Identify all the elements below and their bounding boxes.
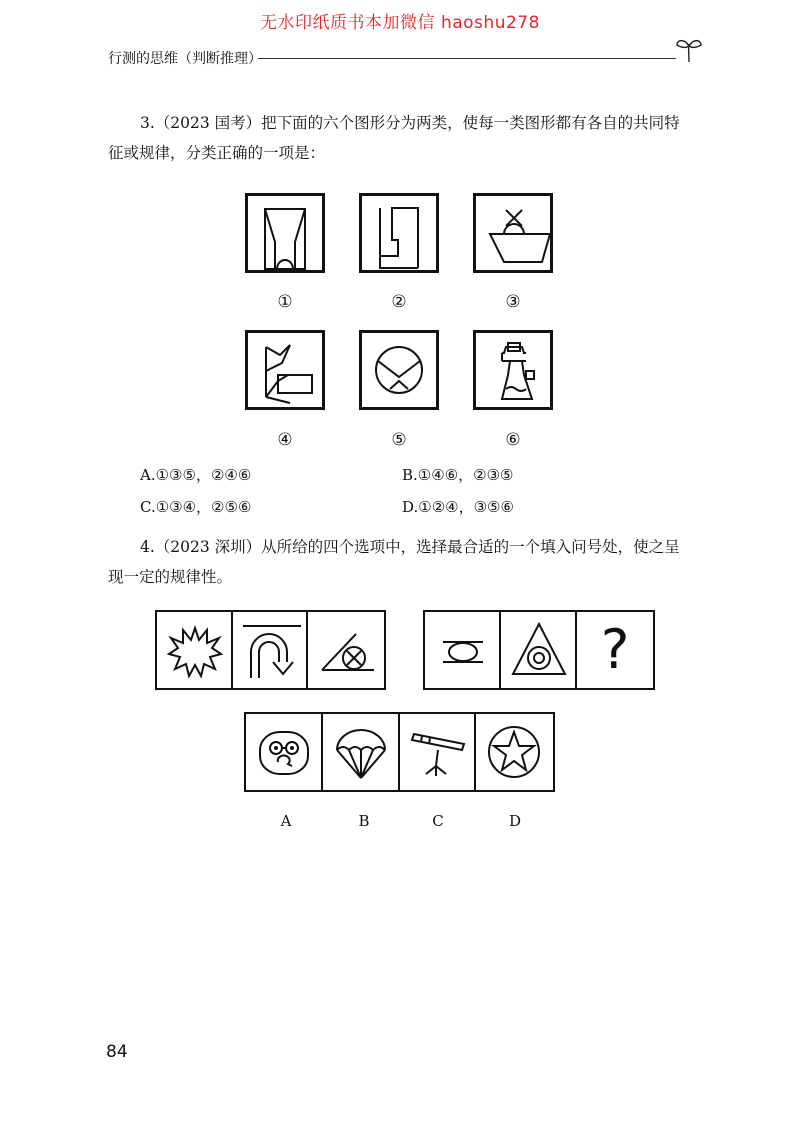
question-4-line-2: 现一定的规律性。 (108, 568, 233, 586)
strip-2-cell-triangle-rings (501, 612, 577, 688)
strip-1-cell-triangle-circle (308, 612, 384, 688)
option-a-text: ①③⑤，②④⑥ (155, 466, 252, 484)
question-4-text (108, 532, 708, 592)
answer-b-parachute[interactable] (323, 714, 400, 790)
figure-5-label: ⑤ (391, 430, 407, 450)
option-b-key: B. (402, 466, 418, 484)
answer-d-star-circle[interactable] (476, 714, 553, 790)
strip-1-cell-burst (157, 612, 233, 688)
sprout-icon (674, 36, 704, 64)
option-d[interactable] (402, 496, 514, 517)
strip-1-cell-uturn-arrow (233, 612, 309, 688)
answer-a-face[interactable] (246, 714, 323, 790)
question-3-text (108, 108, 708, 168)
answer-d-label: D (508, 812, 522, 830)
question-3-line-2: 征或规律，分类正确的一项是： (108, 144, 326, 162)
answer-c-telescope[interactable] (400, 714, 477, 790)
option-a-key: A. (140, 466, 156, 484)
option-d-text: ①②④，③⑤⑥ (418, 498, 514, 516)
figure-2 (359, 193, 439, 273)
question-3-line-1: 3.（2023 国考）把下面的六个图形分为两类，使每一类图形都有各自的共同特 (140, 114, 680, 132)
strip-2-cell-question[interactable] (577, 612, 653, 688)
figure-3 (473, 193, 553, 273)
answer-a-label: A (280, 812, 292, 830)
figure-1-label: ① (277, 292, 293, 312)
option-d-key: D. (402, 498, 419, 516)
header-rule (258, 58, 676, 59)
figure-2-label: ② (391, 292, 407, 312)
option-b[interactable] (402, 464, 513, 485)
sequence-strip-2 (423, 610, 655, 690)
figure-3-label: ③ (505, 292, 521, 312)
answer-b-label: B (358, 812, 370, 830)
figure-4-label: ④ (277, 430, 293, 450)
figure-6-label: ⑥ (505, 430, 521, 450)
running-header-title: 行测的思维（判断推理） (108, 51, 262, 67)
answer-c-label: C (432, 812, 444, 830)
figure-5 (359, 330, 439, 410)
strip-2-cell-ellipse (425, 612, 501, 688)
watermark-text: 无水印纸质书本加微信 haoshu278 (260, 13, 540, 33)
question-4-line-1: 4.（2023 深圳）从所给的四个选项中，选择最合适的一个填入问号处，使之呈 (140, 538, 680, 556)
option-a[interactable] (140, 464, 251, 485)
sequence-strip-1 (155, 610, 386, 690)
answer-strip (244, 712, 555, 792)
figure-4 (245, 330, 325, 410)
figure-6 (473, 330, 553, 410)
figure-1 (245, 193, 325, 273)
question-mark: ? (600, 618, 630, 681)
option-c-text: ①③④，②⑤⑥ (155, 498, 252, 516)
option-c-key: C. (140, 498, 156, 516)
option-c[interactable] (140, 496, 251, 517)
page-number: 84 (106, 1042, 128, 1062)
option-b-text: ①④⑥，②③⑤ (417, 466, 514, 484)
